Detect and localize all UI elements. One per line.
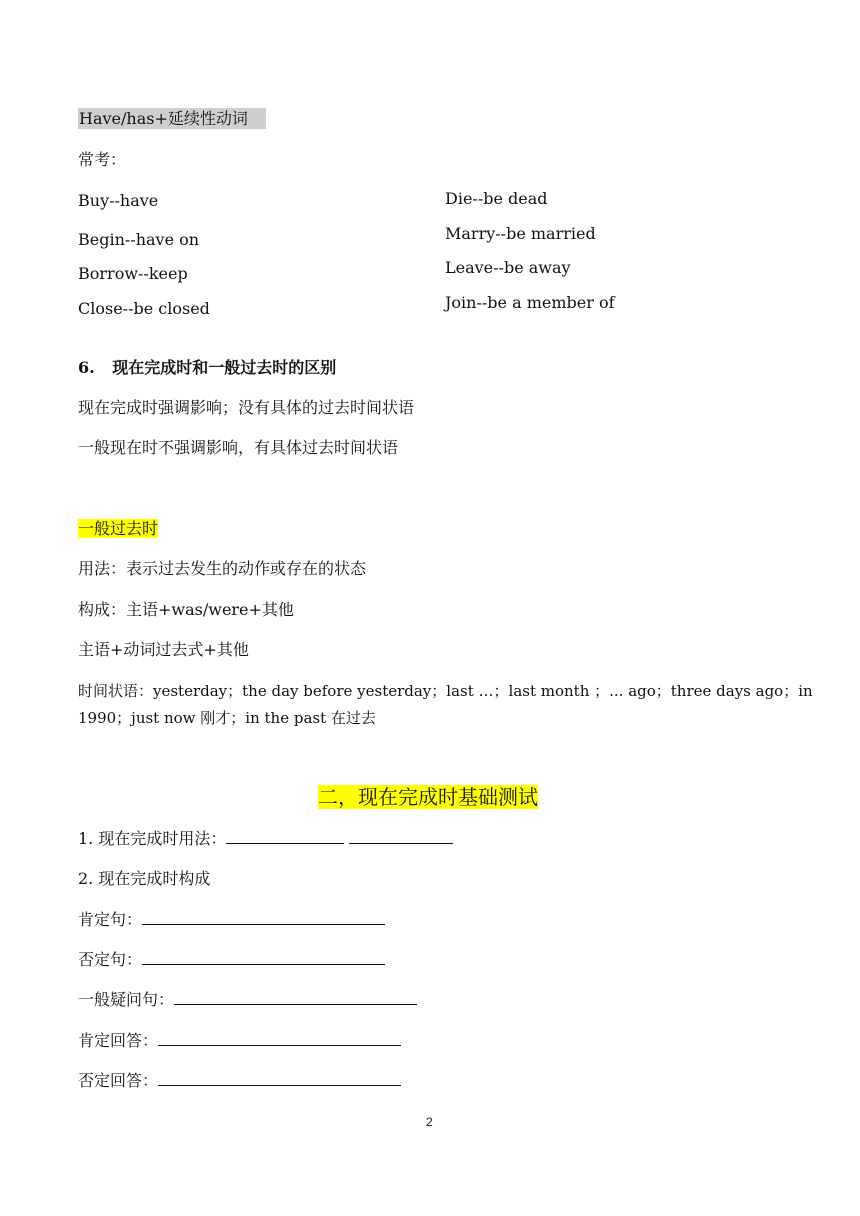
list-item: Close--be closed	[78, 299, 210, 318]
question-line	[78, 990, 417, 1010]
answer-blank[interactable]	[142, 910, 385, 925]
q1-label: 1. 现在完成时用法：	[78, 829, 227, 848]
simple-past-form2: 主语+动词过去式+其他	[78, 640, 249, 659]
yes-answer-label: 肯定回答：	[78, 1031, 159, 1050]
list-item: Leave--be away	[445, 258, 571, 277]
simple-past-form1: 构成：主语+was/were+其他	[78, 600, 294, 619]
time-adverbials-line1: 时间状语：yesterday；the day before yesterday；last …；last month ；... ago；three days ago；in	[78, 682, 813, 700]
test-section-heading: 二，现在完成时基础测试	[318, 785, 538, 809]
list-item: Join--be a member of	[445, 293, 615, 312]
section-title: 现在完成时和一般过去时的区别	[112, 358, 337, 377]
answer-blank[interactable]	[226, 829, 344, 844]
time-adverbials-line2: 1990；just now 刚才；in the past 在过去	[78, 709, 376, 727]
list-item: Borrow--keep	[78, 264, 188, 283]
negative-label: 否定句：	[78, 950, 143, 969]
q2-line: 2. 现在完成时构成	[78, 869, 211, 888]
no-answer-label: 否定回答：	[78, 1071, 159, 1090]
simple-past-heading: 一般过去时	[78, 519, 159, 538]
section6-line2: 一般现在时不强调影响，有具体过去时间状语	[78, 438, 399, 457]
affirmative-line	[78, 910, 385, 930]
answer-blank[interactable]	[349, 829, 453, 844]
page-number: 2	[426, 1115, 433, 1129]
question-label: 一般疑问句：	[78, 990, 175, 1009]
simple-past-usage: 用法：表示过去发生的动作或存在的状态	[78, 559, 367, 578]
changkao-label: 常考：	[78, 150, 127, 169]
negative-line	[78, 950, 385, 970]
answer-blank[interactable]	[142, 950, 385, 965]
have-has-heading: Have/has+延续性动词	[78, 109, 266, 129]
no-answer-line	[78, 1071, 401, 1091]
list-item: Begin--have on	[78, 230, 200, 249]
section6-line1: 现在完成时强调影响；没有具体的过去时间状语	[78, 398, 415, 417]
answer-blank[interactable]	[158, 1031, 401, 1046]
section-number: 6.	[78, 358, 95, 377]
section6-heading	[78, 358, 336, 378]
list-item: Marry--be married	[445, 224, 596, 243]
q1-line	[78, 829, 453, 849]
list-item: Buy--have	[78, 191, 159, 210]
answer-blank[interactable]	[158, 1071, 401, 1086]
answer-blank[interactable]	[174, 990, 417, 1005]
yes-answer-line	[78, 1031, 401, 1051]
affirmative-label: 肯定句：	[78, 910, 143, 929]
list-item: Die--be dead	[445, 189, 548, 208]
